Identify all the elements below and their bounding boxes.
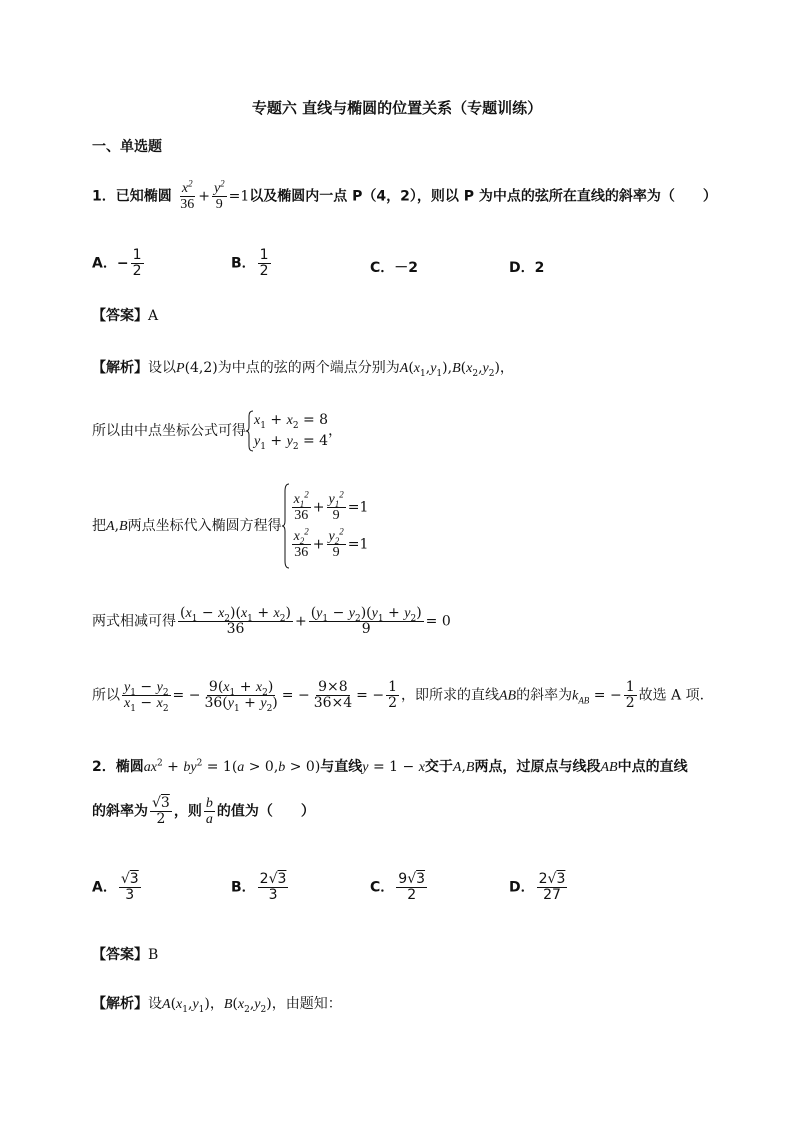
- page-title: 专题六 直线与椭圆的位置关系（专题训练）: [251, 99, 543, 117]
- question-2-stem-line-2: 的斜率为 $\frac{√3}{2}$ ，则 $\frac{b}{a}$ 的值为（ ）: [92, 795, 315, 827]
- section-heading: 一、单选题: [92, 139, 162, 155]
- question-1-analysis-line-2: 所以由中点坐标公式可得 $x_1 + x_2 = 8$ $y_1 + y_2 = 4$ ，: [92, 412, 343, 452]
- question-1-option-d: D．2: [509, 260, 545, 276]
- question-2-option-b: B． $\frac{2√3}{3}$: [231, 871, 287, 903]
- question-1-analysis-line-5: 所以 $\frac{y_1 - y_2}{x_1 - x_2}$ = − $\frac{9(x_1 + x_2)}{36(y_1 + y_2)}$ = − $\frac{9\times 8}{36\times 4}$ = − $\frac{1}{2}$ ，即所求的直线AB的斜率为$k_{AB}$ = − $\frac{1}{2}$ 故选 A 项.: [92, 679, 705, 714]
- question-2-option-a: A． $\frac{√3}{3}$: [92, 871, 139, 903]
- question-2-stem-line-1: 2．椭圆$ax^2 + by^2 = 1(a > 0,b > 0)$与直线y = 1 − x交于A,B两点，过原点与线段AB中点的直线: [92, 758, 688, 775]
- question-1-analysis-line-1: 【解析】设以P(4,2)为中点的弦的两个端点分别为$A(x_1,y_1),B(x_2,y_2)$，: [92, 360, 514, 379]
- question-1-option-a: A．− $\frac{1}{2}$: [92, 247, 142, 279]
- question-1-analysis-line-3: 把A,B两点坐标代入椭圆方程得 $\frac{x_1^2}{36}$ + $\frac{y_1^2}{9}$ =1 $\frac{x_2^2}{36}$ + $\frac{y_2^2}{9}$ =1: [92, 483, 368, 569]
- question-1-option-b: B． $\frac{1}{2}$: [231, 247, 269, 279]
- question-2-analysis: 【解析】设$A(x_1,y_1)$，$B(x_2,y_2)$，由题知：: [92, 996, 342, 1015]
- question-2-option-d: D． $\frac{2√3}{27}$: [509, 871, 566, 903]
- question-1-analysis-line-4: 两式相减可得 $\frac{(x_1 - x_2)(x_1 + x_2)}{36}$ + $\frac{(y_1 - y_2)(y_1 + y_2)}{9}$ = 0: [92, 605, 451, 637]
- question-1-stem: 1．已知椭圆 $\frac{x^2}{36}$ + $\frac{y^2}{9}$ =1以及椭圆内一点 P（4，2），则以 P 为中点的弦所在直线的斜率为（ ）: [92, 178, 717, 212]
- question-1-option-c: C．－2: [370, 260, 419, 276]
- question-2-option-c: C． $\frac{9√3}{2}$: [370, 871, 426, 903]
- question-1-answer: 【答案】A: [92, 308, 159, 324]
- question-2-answer: 【答案】B: [92, 947, 159, 963]
